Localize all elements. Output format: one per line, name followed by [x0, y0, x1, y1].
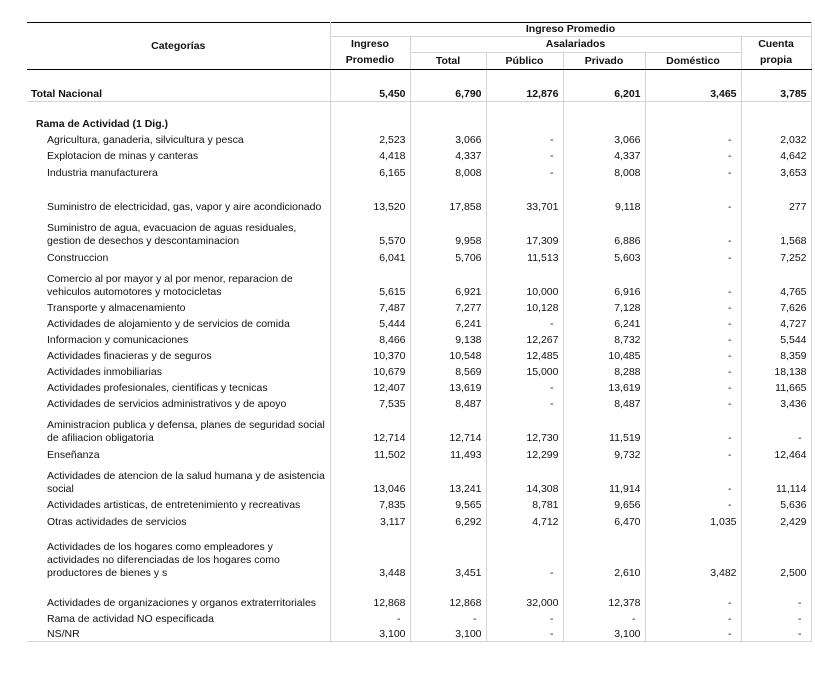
cell-value: 8,008 [563, 163, 645, 180]
table-row [27, 331, 811, 347]
cell-value: - [645, 411, 741, 445]
cell-value: 2,523 [330, 131, 410, 147]
row-label: Actividades de organizaciones y organos extraterritoriales [27, 580, 330, 610]
cell-value: 3,066 [563, 131, 645, 147]
cell-value: 8,359 [741, 347, 811, 363]
row-label: Suministro de electricidad, gas, vapor y aire acondicionado [27, 180, 330, 214]
spacer-row [27, 70, 811, 86]
cell-value: 4,765 [741, 265, 811, 299]
table-row [27, 379, 811, 395]
cell-value: 17,309 [486, 214, 563, 248]
total-value: 6,201 [563, 86, 645, 102]
cell-value: - [486, 315, 563, 331]
cell-value: 9,565 [410, 496, 486, 512]
table-row [27, 299, 811, 315]
cell-value: 1,568 [741, 214, 811, 248]
cell-value: 12,464 [741, 445, 811, 462]
cell-value: - [645, 462, 741, 496]
cell-value: 4,712 [486, 512, 563, 529]
cell-value: 12,714 [330, 411, 410, 445]
cell-value: 5,615 [330, 265, 410, 299]
row-label: Agricultura, ganaderia, silvicultura y pesca [27, 131, 330, 147]
row-label: Actividades artisticas, de entretenimiento y recreativas [27, 496, 330, 512]
cell-value: - [645, 363, 741, 379]
table-row [27, 131, 811, 147]
table-row [27, 512, 811, 529]
total-value: 3,465 [645, 86, 741, 102]
cell-value: 9,732 [563, 445, 645, 462]
cell-value: 13,241 [410, 462, 486, 496]
cell-value: - [645, 265, 741, 299]
cell-value: 3,482 [645, 529, 741, 580]
row-label: Aministracion publica y defensa, planes de seguridad social de afiliacion obligatoria [27, 411, 330, 445]
header-domestico: Doméstico [645, 53, 741, 70]
cell-value: 3,436 [741, 395, 811, 411]
row-label: Comercio al por mayor y al por menor, reparacion de vehiculos automotores y motocicletas [27, 265, 330, 299]
table-row [27, 180, 811, 214]
table-row [27, 610, 811, 626]
cell-value: 12,730 [486, 411, 563, 445]
cell-value: 13,520 [330, 180, 410, 214]
row-label: NS/NR [27, 626, 330, 642]
cell-value: - [645, 214, 741, 248]
table-row [27, 248, 811, 265]
cell-value: 6,921 [410, 265, 486, 299]
cell-value: - [645, 347, 741, 363]
cell-value: 5,544 [741, 331, 811, 347]
cell-value: 8,487 [410, 395, 486, 411]
cell-value: - [486, 379, 563, 395]
total-value: 3,785 [741, 86, 811, 102]
cell-value: - [563, 610, 645, 626]
cell-value: 9,138 [410, 331, 486, 347]
cell-value: 17,858 [410, 180, 486, 214]
table-row [27, 445, 811, 462]
cell-value: 3,451 [410, 529, 486, 580]
table-row [27, 580, 811, 610]
cell-value: 6,241 [563, 315, 645, 331]
cell-value: 12,485 [486, 347, 563, 363]
cell-value: 10,485 [563, 347, 645, 363]
cell-value: - [645, 580, 741, 610]
cell-value: 7,277 [410, 299, 486, 315]
cell-value: 11,502 [330, 445, 410, 462]
cell-value: 7,535 [330, 395, 410, 411]
row-label: Actividades finacieras y de seguros [27, 347, 330, 363]
table-row [27, 147, 811, 163]
cell-value: 8,781 [486, 496, 563, 512]
table-row [27, 496, 811, 512]
cell-value: - [645, 180, 741, 214]
cell-value: 2,429 [741, 512, 811, 529]
row-label: Actividades de atencion de la salud humana y de asistencia social [27, 462, 330, 496]
header-privado: Privado [563, 53, 645, 70]
row-label: Actividades profesionales, cientificas y tecnicas [27, 379, 330, 395]
row-label: Otras actividades de servicios [27, 512, 330, 529]
cell-value: 12,407 [330, 379, 410, 395]
cell-value: 4,727 [741, 315, 811, 331]
cell-value: 5,603 [563, 248, 645, 265]
cell-value: 2,610 [563, 529, 645, 580]
cell-value: - [645, 626, 741, 642]
row-label: Construccion [27, 248, 330, 265]
row-label: Suministro de agua, evacuacion de aguas residuales, gestion de desechos y descontaminacion [27, 214, 330, 248]
cell-value: 11,513 [486, 248, 563, 265]
cell-value: - [645, 331, 741, 347]
table-row [27, 626, 811, 642]
cell-value: 7,487 [330, 299, 410, 315]
cell-value: - [486, 131, 563, 147]
cell-value: - [741, 626, 811, 642]
cell-value: 12,714 [410, 411, 486, 445]
cell-value: - [645, 315, 741, 331]
cell-value: 15,000 [486, 363, 563, 379]
cell-value: 8,466 [330, 331, 410, 347]
cell-value: - [645, 131, 741, 147]
cell-value: 4,642 [741, 147, 811, 163]
cell-value: 6,241 [410, 315, 486, 331]
table-row [27, 265, 811, 299]
cell-value: 13,619 [563, 379, 645, 395]
cell-value: 3,100 [563, 626, 645, 642]
row-label: Rama de actividad NO especificada [27, 610, 330, 626]
cell-value: 5,636 [741, 496, 811, 512]
cell-value: 11,519 [563, 411, 645, 445]
cell-value: 277 [741, 180, 811, 214]
cell-value: 6,041 [330, 248, 410, 265]
cell-value: 7,252 [741, 248, 811, 265]
cell-value: 33,701 [486, 180, 563, 214]
cell-value: 5,570 [330, 214, 410, 248]
cell-value: - [741, 580, 811, 610]
table-row [27, 363, 811, 379]
cell-value: - [645, 248, 741, 265]
cell-value: - [645, 395, 741, 411]
cell-value: - [330, 610, 410, 626]
total-nacional-label: Total Nacional [27, 86, 330, 102]
cell-value: 13,619 [410, 379, 486, 395]
row-label: Actividades de servicios administrativos y de apoyo [27, 395, 330, 411]
table-row [27, 163, 811, 180]
cell-value: 12,267 [486, 331, 563, 347]
cell-value: 8,288 [563, 363, 645, 379]
cell-value: 6,292 [410, 512, 486, 529]
cell-value: 6,470 [563, 512, 645, 529]
cell-value: 9,958 [410, 214, 486, 248]
cell-value: - [741, 411, 811, 445]
total-value: 6,790 [410, 86, 486, 102]
cell-value: 8,487 [563, 395, 645, 411]
cell-value: 9,656 [563, 496, 645, 512]
cell-value: - [645, 445, 741, 462]
cell-value: 6,886 [563, 214, 645, 248]
header-total: Total [410, 53, 486, 70]
cell-value: - [645, 299, 741, 315]
income-table [27, 22, 812, 642]
table-row [27, 529, 811, 580]
section-row [27, 115, 811, 131]
cell-value: 12,868 [410, 580, 486, 610]
header-ingreso-line2: Promedio [330, 53, 410, 70]
table-row [27, 214, 811, 248]
cell-value: - [645, 147, 741, 163]
cell-value: 1,035 [645, 512, 741, 529]
header-cuenta-line2: propia [741, 53, 811, 70]
cell-value: 3,653 [741, 163, 811, 180]
cell-value: - [486, 610, 563, 626]
cell-value: 5,706 [410, 248, 486, 265]
cell-value: - [645, 379, 741, 395]
row-label: Transporte y almacenamiento [27, 299, 330, 315]
table-row [27, 315, 811, 331]
cell-value: 8,008 [410, 163, 486, 180]
cell-value: 6,916 [563, 265, 645, 299]
header-asalariados: Asalariados [410, 37, 741, 53]
row-label: Industria manufacturera [27, 163, 330, 180]
cell-value: 2,500 [741, 529, 811, 580]
cell-value: 2,032 [741, 131, 811, 147]
cell-value: - [486, 529, 563, 580]
header-ingreso-promedio-group: Ingreso Promedio [330, 23, 811, 37]
cell-value: 12,378 [563, 580, 645, 610]
cell-value: 32,000 [486, 580, 563, 610]
cell-value: 3,066 [410, 131, 486, 147]
cell-value: 7,835 [330, 496, 410, 512]
cell-value: - [645, 496, 741, 512]
cell-value: 4,337 [563, 147, 645, 163]
cell-value: - [741, 610, 811, 626]
row-label: Explotacion de minas y canteras [27, 147, 330, 163]
cell-value: 3,448 [330, 529, 410, 580]
table-row [27, 462, 811, 496]
cell-value: 13,046 [330, 462, 410, 496]
header-categorias: Categorías [27, 23, 330, 70]
cell-value: 3,100 [410, 626, 486, 642]
total-value: 12,876 [486, 86, 563, 102]
cell-value: - [486, 147, 563, 163]
header-publico: Público [486, 53, 563, 70]
cell-value: 7,626 [741, 299, 811, 315]
cell-value: 9,118 [563, 180, 645, 214]
cell-value: - [486, 626, 563, 642]
header-ingreso-line1: Ingreso [330, 37, 410, 53]
cell-value: 8,732 [563, 331, 645, 347]
table-row [27, 347, 811, 363]
row-label: Informacion y comunicaciones [27, 331, 330, 347]
cell-value: 12,868 [330, 580, 410, 610]
cell-value: - [645, 163, 741, 180]
cell-value: 10,548 [410, 347, 486, 363]
row-label: Actividades inmobiliarias [27, 363, 330, 379]
cell-value: 10,000 [486, 265, 563, 299]
cell-value: 7,128 [563, 299, 645, 315]
cell-value: 3,117 [330, 512, 410, 529]
total-nacional-row [27, 86, 811, 102]
row-label: Enseñanza [27, 445, 330, 462]
cell-value: 3,100 [330, 626, 410, 642]
cell-value: 11,114 [741, 462, 811, 496]
spacer-row [27, 102, 811, 115]
cell-value: 10,679 [330, 363, 410, 379]
section-title: Rama de Actividad (1 Dig.) [27, 115, 330, 131]
cell-value: - [410, 610, 486, 626]
cell-value: 11,665 [741, 379, 811, 395]
header-cuenta-line1: Cuenta [741, 37, 811, 53]
row-label: Actividades de los hogares como empleadores y actividades no diferenciadas de los hogares como productores de bienes y s [27, 529, 330, 580]
cell-value: 12,299 [486, 445, 563, 462]
cell-value: 4,337 [410, 147, 486, 163]
cell-value: - [486, 395, 563, 411]
cell-value: 10,128 [486, 299, 563, 315]
cell-value: 14,308 [486, 462, 563, 496]
cell-value: 11,493 [410, 445, 486, 462]
cell-value: 5,444 [330, 315, 410, 331]
cell-value: 6,165 [330, 163, 410, 180]
table-row [27, 411, 811, 445]
cell-value: 8,569 [410, 363, 486, 379]
cell-value: - [645, 610, 741, 626]
cell-value: 18,138 [741, 363, 811, 379]
row-label: Actividades de alojamiento y de servicios de comida [27, 315, 330, 331]
cell-value: 4,418 [330, 147, 410, 163]
cell-value: 11,914 [563, 462, 645, 496]
cell-value: - [486, 163, 563, 180]
total-value: 5,450 [330, 86, 410, 102]
cell-value: 10,370 [330, 347, 410, 363]
table-row [27, 395, 811, 411]
